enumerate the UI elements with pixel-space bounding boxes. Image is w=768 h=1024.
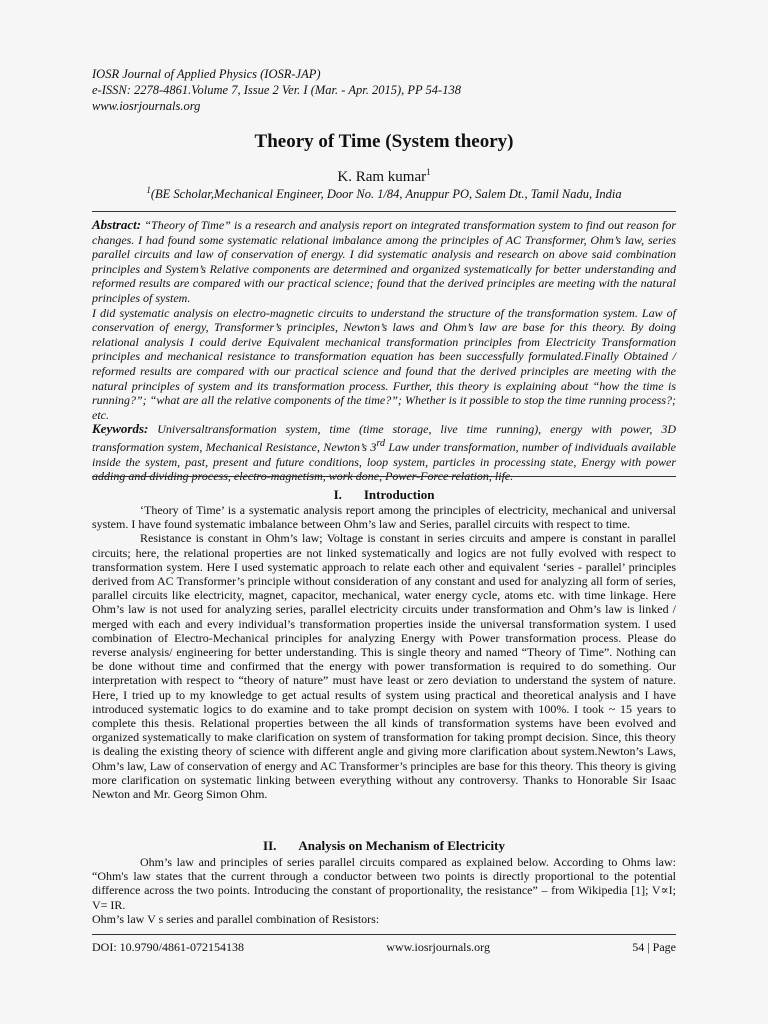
intro-paragraph-1: ‘Theory of Time’ is a systematic analysis report among the principles of electricity, mechanical and universal system. I have found systematic imbalance between Ohm’s law and Series, parallel circuits with respect to time. <box>92 503 676 532</box>
footer-rule <box>92 934 676 935</box>
section-1-heading <box>0 487 768 503</box>
keywords-text-2: Law under transformation, number of individuals available inside the system, past, present and future conditions, loop system, particles in processing state, Energy with power adding and dividing process, electro-magnetism, work done, Power-Force relation, life. <box>92 439 677 484</box>
section-2-body <box>92 855 676 926</box>
footer-website[interactable]: www.iosrjournals.org <box>386 940 490 954</box>
keywords-label: Keywords: <box>92 421 149 437</box>
author-line <box>0 167 768 186</box>
abstract-top-rule <box>92 211 676 212</box>
keywords-paragraph <box>92 422 676 483</box>
section-1-title: Introduction <box>363 487 435 502</box>
section-1-number: I. <box>333 487 342 502</box>
affiliation <box>0 185 768 202</box>
section-1-body <box>92 503 676 801</box>
section-2-number: II. <box>263 838 277 853</box>
keywords-superscript: rd <box>376 437 385 449</box>
paper-title: Theory of Time (System theory) <box>254 131 514 152</box>
footer-page-number: 54 | Page <box>632 940 676 954</box>
journal-masthead <box>92 66 692 114</box>
author-name: K. Ram kumar <box>337 169 427 185</box>
author-superscript: 1 <box>426 167 431 177</box>
analysis-paragraph-2: Ohm’s law V s series and parallel combination of Resistors: <box>92 911 380 926</box>
analysis-paragraph-1: Ohm’s law and principles of series parallel circuits compared as explained below. According to Ohms law: “Ohm's law states that the current through a conductor between two points is directly proportional to the potential difference across the two points. Introducing the constant of proportionality, the resistance” – from Wikipedia [1]; V∝I; V= IR. <box>92 855 676 912</box>
keywords-text-1: Universaltransformation system, time (time storage, live time running), energy with power, 3D transformation system, Mechanical Resistance, Newton’s 3 <box>92 422 676 454</box>
abstract-paragraph-1 <box>92 218 676 306</box>
journal-website[interactable]: www.iosrjournals.org <box>92 99 201 113</box>
section-2-heading <box>0 838 768 854</box>
affiliation-superscript: 1 <box>146 185 151 195</box>
footer-doi: DOI: 10.9790/4861-072154138 <box>92 940 244 954</box>
affiliation-text: (BE Scholar,Mechanical Engineer, Door No. 1/84, Anuppur PO, Salem Dt., Tamil Nadu, India <box>150 187 622 202</box>
page-footer <box>92 940 676 955</box>
abstract-block <box>92 218 676 484</box>
abstract-bottom-rule <box>92 476 676 477</box>
issn-line: e-ISSN: 2278-4861.Volume 7, Issue 2 Ver. I (Mar. - Apr. 2015), PP 54-138 <box>92 83 461 97</box>
intro-paragraph-2: Resistance is constant in Ohm’s law; Voltage is constant in series circuits and ampere is constant in parallel circuits; here, the relational properties are not linked systematically and logics are not fully evolved with respect to transformation system. Here I used systematic approach to relate each other and equivalent ‘series - parallel’ principles derived from AC Transformer’s principle without consideration of any constant and used for analyzing all form of series, parallel circuits like electricity, magnet, capacitor, mechanical, water energy cycle, atoms etc. with time linkage. Here Ohm’s law is not used for analyzing series, parallel electricity circuits under transformation and Ohm’s law is linked / merged with each and every individual’s transformation properties inside the universal transformation system. I used combination of Electro-Mechanical principles for analyzing Energy with Power transformation process. Please do reverse analysis/ engineering for better understanding. This is single theory and named “Theory of Time”. Nothing can be done without time and confirmed that the energy with power transformation is required to do something. Our interpretation with respect to “theory of nature” must have least or zero deviation to understand the system of nature. Here, I tried up to my knowledge to get actual results of system using practical and theoretical analysis and I have introduced systematic logics to do examine and to take prompt decision on system with 100%. I took ~ 15 years to complete this thesis. Relational properties between the all kinds of transformation systems have been evolved and organized systematically to make clarification on system of transformation for taking prompt decision. Since, this theory is dealing the existing theory of science with different angle and giving more clarification about system.Newton’s Laws, Ohm’s law, Law of conservation of energy and AC Transformer’s principles are base for this theory. This theory is giving more clarification on systematic linking between everything without any controversy. Thanks to Honorable Sir Isaac Newton and Mr. Georg Simon Ohm. <box>92 531 676 802</box>
section-2-title: Analysis on Mechanism of Electricity <box>298 838 505 853</box>
abstract-label: Abstract: <box>92 217 142 232</box>
abstract-text-1: “Theory of Time” is a research and analysis report on integrated transformation system to find out reason for changes. I had found some systematic relational imbalance among the principles of AC Transformer, Ohm’s law, series parallel circuits and law of conservation of energy. I did systematic analysis and research on above said combination principles and System’s Relative components are determined and organized systematically for better understanding and reformed results are compared with our practical science; found that the derived principles are meeting with the natural principles of system. <box>92 218 677 305</box>
journal-name: IOSR Journal of Applied Physics (IOSR-JAP) <box>92 67 321 81</box>
abstract-paragraph-2: I did systematic analysis on electro-magnetic circuits to understand the structure of the transformation system. Law of conservation of energy, Transformer’s principles, Newton’s laws and Ohm’s law are base for this theory. By doing relational analysis I could derive Equivalent mechanical transformation principles from Electricity Transformation principles and mechanical resistance to transformation equation has been successfully formulated.Finally Obtained / reformed results are compared with our practical science and found that the derived principles are meeting with the natural principles of system and its transformation process. Further, this theory is explaining about “how the time is running?”; “what are all the relative components of the time?”; Whether is it possible to stop the time running process?; etc. <box>92 305 676 422</box>
